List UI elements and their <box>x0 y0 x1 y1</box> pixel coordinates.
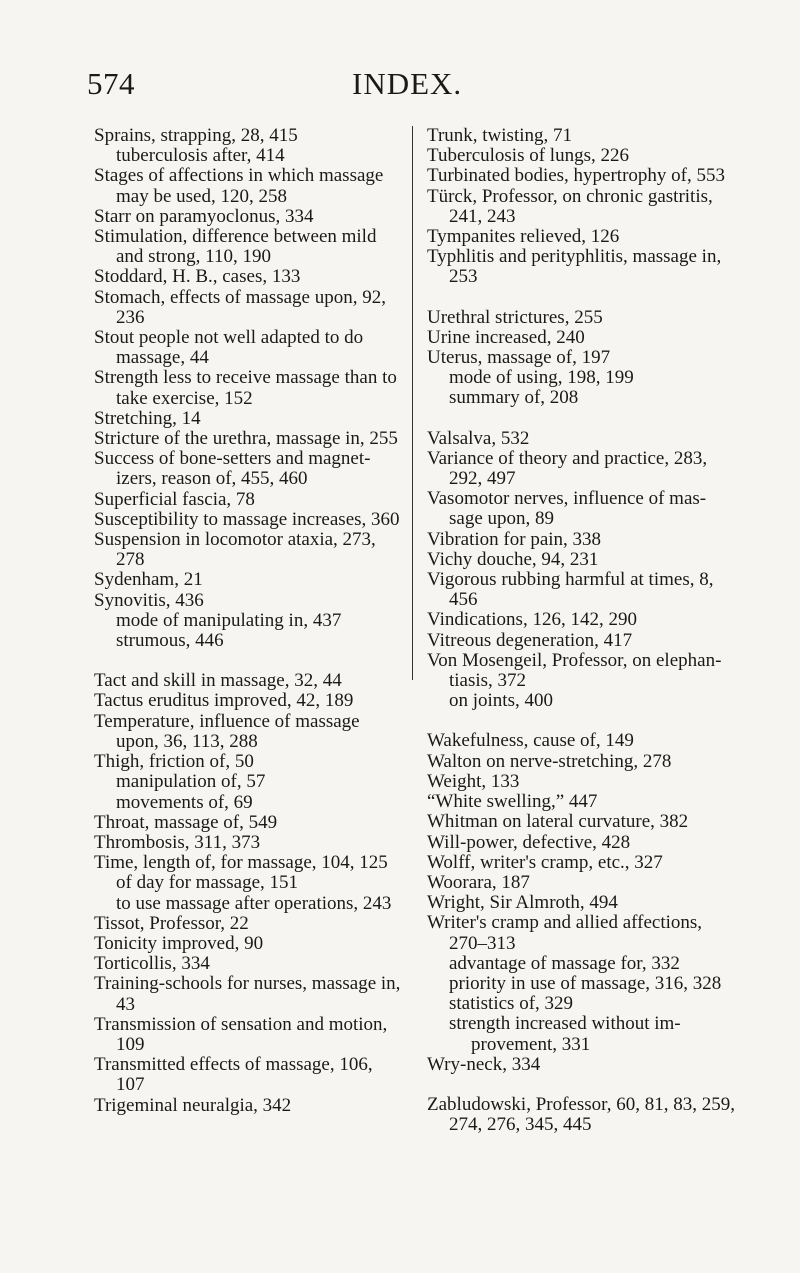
index-subentry: tuberculosis after, 414 <box>116 145 285 167</box>
index-entry: Starr on paramyoclonus, 334 <box>94 205 314 227</box>
index-entry: Valsalva, 532 <box>427 427 530 449</box>
index-entry: Training-schools for nurses, massage in, 43 <box>94 973 401 1015</box>
index-entry: Stretching, 14 <box>94 407 201 429</box>
index-entry: Stages of affections in which massage may be used, 120, 258 <box>94 165 384 207</box>
page-header <box>0 66 800 106</box>
index-entry: Zabludowski, Professor, 60, 81, 83, 259, 274, 276, 345, 445 <box>427 1093 735 1136</box>
index-entry: Suspension in locomotor ataxia, 273, 278 <box>94 529 376 571</box>
index-entry: Walton on nerve-stretching, 278 <box>427 750 672 772</box>
index-subentry: priority in use of massage, 316, 328 <box>449 972 722 994</box>
index-entry: Wright, Sir Almroth, 494 <box>427 892 618 914</box>
index-entry: Von Mosengeil, Professor, on elephan-tiasis, 372 <box>427 649 722 692</box>
index-entry: Stout people not well adapted to do massage, 44 <box>94 327 364 369</box>
index-entry: Urine increased, 240 <box>427 326 585 348</box>
index-entry: Türck, Professor, on chronic gastritis, 241, 243 <box>427 185 713 227</box>
index-subentry: of day for massage, 151 <box>116 872 299 894</box>
index-entry: Strength less to receive massage than to take exercise, 152 <box>94 367 397 409</box>
index-subentry: mode of manipulating in, 437 <box>116 609 342 631</box>
index-subentry: strength increased without im-provement, 331 <box>449 1013 681 1055</box>
index-entry: Urethral strictures, 255 <box>427 306 603 328</box>
index-entry: Tonicity improved, 90 <box>94 932 264 954</box>
index-entry: Vitreous degeneration, 417 <box>427 629 633 651</box>
index-entry: Vichy douche, 94, 231 <box>427 548 599 570</box>
index-entry: Uterus, massage of, 197 <box>427 347 611 369</box>
page-number: 574 <box>87 66 135 101</box>
index-entry: Sprains, strapping, 28, 415 <box>94 125 298 146</box>
page-title: INDEX. <box>352 66 463 101</box>
index-entry: Wakefulness, cause of, 149 <box>427 730 634 752</box>
index-entry: Throat, massage of, 549 <box>94 811 278 833</box>
index-entry: Tact and skill in massage, 32, 44 <box>94 670 342 692</box>
index-entry: Wolff, writer's cramp, etc., 327 <box>427 851 663 873</box>
index-entry: Synovitis, 436 <box>94 589 204 611</box>
index-entry: Transmitted effects of massage, 106, 107 <box>94 1054 373 1096</box>
index-entry: Tactus eruditus improved, 42, 189 <box>94 690 354 712</box>
index-entry: Success of bone-setters and magnet-izers, reason of, 455, 460 <box>94 448 371 490</box>
index-subentry: manipulation of, 57 <box>116 771 266 793</box>
index-entry: Weight, 133 <box>427 770 520 792</box>
index-entry: Thrombosis, 311, 373 <box>94 831 261 853</box>
index-entry: Wry-neck, 334 <box>427 1053 541 1075</box>
index-entry: Torticollis, 334 <box>94 953 210 975</box>
index-entry: Typhlitis and perityphlitis, massage in, 253 <box>427 246 722 288</box>
index-entry: Trunk, twisting, 71 <box>427 125 572 146</box>
index-column-left <box>94 126 404 1116</box>
index-entry: Vibration for pain, 338 <box>427 528 602 550</box>
index-entry: Superficial fascia, 78 <box>94 488 255 510</box>
index-entry: Tissot, Professor, 22 <box>94 912 249 934</box>
index-entry: Will-power, defective, 428 <box>427 831 631 853</box>
index-subentry: on joints, 400 <box>449 690 553 712</box>
index-entry: “White swelling,” 447 <box>427 791 598 813</box>
index-entry: Sydenham, 21 <box>94 569 203 591</box>
index-subentry: strumous, 446 <box>116 630 224 652</box>
letter-group-gap <box>427 711 737 731</box>
index-entry: Tympanites relieved, 126 <box>427 226 620 248</box>
index-column-right <box>427 126 737 1135</box>
index-entry: Woorara, 187 <box>427 871 530 893</box>
letter-group-gap <box>427 1075 737 1095</box>
index-entry: Whitman on lateral curvature, 382 <box>427 811 689 833</box>
index-entry: Stimulation, difference between mild and strong, 110, 190 <box>94 226 377 268</box>
index-entry: Vasomotor nerves, influence of mas-sage upon, 89 <box>427 488 707 530</box>
index-entry: Trigeminal neuralgia, 342 <box>94 1094 292 1116</box>
index-entry: Transmission of sensation and motion, 109 <box>94 1013 388 1055</box>
index-subentry: movements of, 69 <box>116 791 253 813</box>
index-subentry: statistics of, 329 <box>449 993 574 1015</box>
index-entry: Vigorous rubbing harmful at times, 8, 456 <box>427 569 714 611</box>
letter-group-gap <box>94 651 404 671</box>
index-subentry: advantage of massage for, 332 <box>449 952 680 974</box>
index-entry: Stricture of the urethra, massage in, 255 <box>94 428 398 450</box>
index-entry: Vindications, 126, 142, 290 <box>427 609 637 631</box>
index-subentry: mode of using, 198, 199 <box>449 367 634 389</box>
index-subentry: to use massage after operations, 243 <box>116 892 392 914</box>
letter-group-gap <box>427 288 737 308</box>
index-entry: Thigh, friction of, 50 <box>94 751 254 773</box>
index-entry: Susceptibility to massage increases, 360 <box>94 508 400 530</box>
index-entry: Turbinated bodies, hypertrophy of, 553 <box>427 165 725 187</box>
index-entry: Temperature, influence of massage upon, 36, 113, 288 <box>94 710 360 752</box>
index-entry: Time, length of, for massage, 104, 125 <box>94 852 388 874</box>
index-entry: Tuberculosis of lungs, 226 <box>427 145 629 167</box>
index-entry: Writer's cramp and allied affections, 270–313 <box>427 912 703 954</box>
column-divider <box>412 126 413 680</box>
index-subentry: summary of, 208 <box>449 387 579 409</box>
letter-group-gap <box>427 409 737 429</box>
index-entry: Variance of theory and practice, 283, 292, 497 <box>427 447 708 490</box>
index-entry: Stoddard, H. B., cases, 133 <box>94 266 301 288</box>
index-entry: Stomach, effects of massage upon, 92, 236 <box>94 286 386 328</box>
